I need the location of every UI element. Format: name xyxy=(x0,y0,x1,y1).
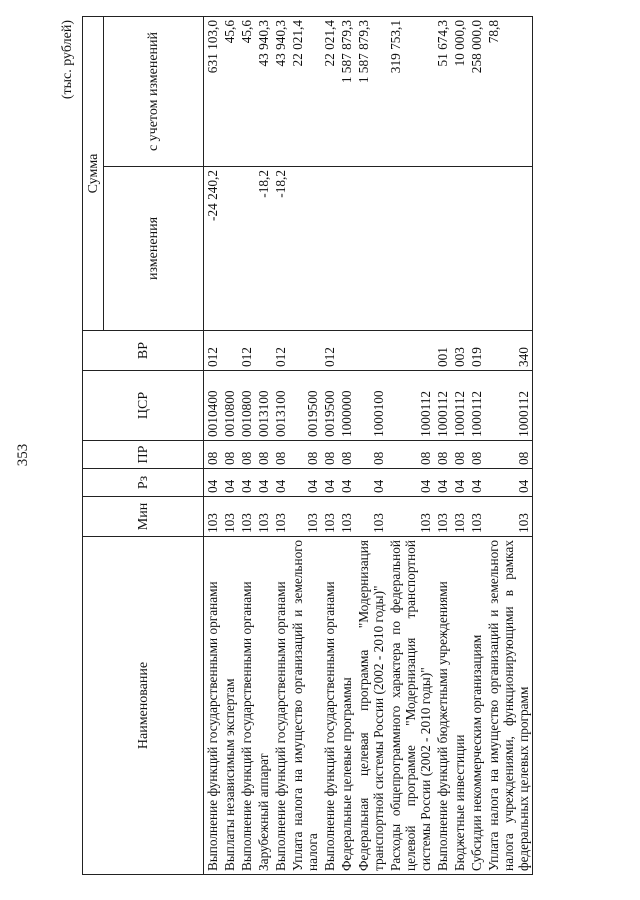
cell-changes xyxy=(387,167,434,331)
cell-vr xyxy=(221,331,238,371)
cell-with-changes: 631 103,0 xyxy=(204,17,222,167)
cell-vr xyxy=(355,331,387,371)
cell-vr xyxy=(289,331,321,371)
cell-pr: 08 xyxy=(434,441,451,469)
cell-with-changes: 78,8 xyxy=(485,17,533,167)
cell-name: Федеральная целевая программа "Модернизация транспортной системы России (2002 - 2010 годы)" xyxy=(355,537,387,875)
cell-name: Уплата налога на имущество организаций и земельного налога xyxy=(289,537,321,875)
cell-rz: 04 xyxy=(272,469,289,497)
cell-csr: 1000112 xyxy=(485,371,533,441)
cell-pr: 08 xyxy=(321,441,338,469)
cell-changes xyxy=(468,167,485,331)
cell-csr: 0010800 xyxy=(221,371,238,441)
cell-pr: 08 xyxy=(238,441,255,469)
table-row xyxy=(434,17,451,875)
cell-csr: 1000100 xyxy=(355,371,387,441)
cell-with-changes: 22 021,4 xyxy=(289,17,321,167)
cell-with-changes: 1 587 879,3 xyxy=(355,17,387,167)
cell-name: Уплата налога на имущество организаций и земельного налога учреждениями, функционирующими в рамках федеральных целевых программ xyxy=(485,537,533,875)
cell-changes: -18,2 xyxy=(255,167,272,331)
cell-pr: 08 xyxy=(387,441,434,469)
cell-min: 103 xyxy=(272,497,289,537)
cell-csr: 1000112 xyxy=(434,371,451,441)
cell-rz: 04 xyxy=(387,469,434,497)
table-row xyxy=(338,17,355,875)
header-pr: ПР xyxy=(83,441,204,469)
cell-name: Федеральные целевые программы xyxy=(338,537,355,875)
cell-with-changes: 51 674,3 xyxy=(434,17,451,167)
table-row xyxy=(255,17,272,875)
cell-changes xyxy=(238,167,255,331)
cell-with-changes: 319 753,1 xyxy=(387,17,434,167)
cell-rz: 04 xyxy=(321,469,338,497)
table-row xyxy=(321,17,338,875)
cell-min: 103 xyxy=(387,497,434,537)
cell-with-changes: 43 940,3 xyxy=(272,17,289,167)
cell-changes xyxy=(355,167,387,331)
cell-changes xyxy=(221,167,238,331)
cell-csr: 0019500 xyxy=(289,371,321,441)
cell-vr xyxy=(255,331,272,371)
header-changes: изменения xyxy=(104,167,204,331)
cell-rz: 04 xyxy=(221,469,238,497)
cell-pr: 08 xyxy=(451,441,468,469)
cell-csr: 0010800 xyxy=(238,371,255,441)
header-name: Наименование xyxy=(83,537,204,875)
cell-with-changes: 45,6 xyxy=(221,17,238,167)
cell-changes xyxy=(434,167,451,331)
cell-name: Субсидии некоммерческим организациям xyxy=(468,537,485,875)
cell-csr: 0019500 xyxy=(321,371,338,441)
header-row-top xyxy=(83,17,104,875)
cell-vr xyxy=(338,331,355,371)
cell-csr: 1000000 xyxy=(338,371,355,441)
cell-min: 103 xyxy=(221,497,238,537)
table-row xyxy=(387,17,434,875)
table-row xyxy=(485,17,533,875)
cell-vr: 012 xyxy=(272,331,289,371)
cell-pr: 08 xyxy=(272,441,289,469)
cell-vr: 019 xyxy=(468,331,485,371)
cell-min: 103 xyxy=(338,497,355,537)
table-row xyxy=(204,17,222,875)
cell-rz: 04 xyxy=(289,469,321,497)
cell-rz: 04 xyxy=(355,469,387,497)
table-row xyxy=(468,17,485,875)
table-row xyxy=(272,17,289,875)
cell-vr: 012 xyxy=(238,331,255,371)
cell-vr: 012 xyxy=(321,331,338,371)
cell-rz: 04 xyxy=(255,469,272,497)
cell-with-changes: 258 000,0 xyxy=(468,17,485,167)
cell-min: 103 xyxy=(204,497,222,537)
cell-changes xyxy=(289,167,321,331)
cell-name: Выполнение функций бюджетными учреждениями xyxy=(434,537,451,875)
table-row xyxy=(355,17,387,875)
cell-rz: 04 xyxy=(434,469,451,497)
cell-changes xyxy=(321,167,338,331)
header-min: Мин xyxy=(83,497,204,537)
header-vr: ВР xyxy=(83,331,204,371)
cell-name: Расходы общепрограммного характера по федеральной целевой программе "Модернизация транспортной системы России (2002 - 2010 годы)" xyxy=(387,537,434,875)
cell-with-changes: 1 587 879,3 xyxy=(338,17,355,167)
units-label: (тыс. рублей) xyxy=(60,20,75,100)
cell-csr: 0013100 xyxy=(255,371,272,441)
cell-pr: 08 xyxy=(485,441,533,469)
cell-vr xyxy=(387,331,434,371)
cell-vr: 012 xyxy=(204,331,222,371)
cell-name: Выполнение функций государственными органами xyxy=(272,537,289,875)
cell-name: Выполнение функций государственными органами xyxy=(204,537,222,875)
cell-with-changes: 10 000,0 xyxy=(451,17,468,167)
cell-min: 103 xyxy=(289,497,321,537)
header-rz: Рз xyxy=(83,469,204,497)
cell-with-changes: 45,6 xyxy=(238,17,255,167)
cell-changes xyxy=(451,167,468,331)
cell-rz: 04 xyxy=(204,469,222,497)
cell-min: 103 xyxy=(321,497,338,537)
cell-pr: 08 xyxy=(255,441,272,469)
header-sum: Сумма xyxy=(83,17,104,331)
cell-pr: 08 xyxy=(355,441,387,469)
cell-min: 103 xyxy=(468,497,485,537)
cell-changes: -18,2 xyxy=(272,167,289,331)
cell-vr: 003 xyxy=(451,331,468,371)
cell-changes xyxy=(338,167,355,331)
table-row xyxy=(221,17,238,875)
table-row xyxy=(451,17,468,875)
cell-changes xyxy=(485,167,533,331)
cell-pr: 08 xyxy=(338,441,355,469)
cell-csr: 0013100 xyxy=(272,371,289,441)
cell-name: Выполнение функций государственными органами xyxy=(321,537,338,875)
cell-pr: 08 xyxy=(289,441,321,469)
cell-name: Бюджетные инвестиции xyxy=(451,537,468,875)
cell-rz: 04 xyxy=(338,469,355,497)
table-row xyxy=(289,17,321,875)
cell-vr: 001 xyxy=(434,331,451,371)
cell-name: Зарубежный аппарат xyxy=(255,537,272,875)
table-body xyxy=(204,17,533,875)
header-csr: ЦСР xyxy=(83,371,204,441)
cell-changes: -24 240,2 xyxy=(204,167,222,331)
cell-csr: 0010400 xyxy=(204,371,222,441)
cell-min: 103 xyxy=(255,497,272,537)
cell-name: Выплаты независимым экспертам xyxy=(221,537,238,875)
page-number: 353 xyxy=(15,443,31,467)
cell-rz: 04 xyxy=(485,469,533,497)
cell-min: 103 xyxy=(451,497,468,537)
cell-pr: 08 xyxy=(468,441,485,469)
cell-csr: 1000112 xyxy=(387,371,434,441)
cell-name: Выполнение функций государственными органами xyxy=(238,537,255,875)
cell-rz: 04 xyxy=(238,469,255,497)
cell-with-changes: 22 021,4 xyxy=(321,17,338,167)
cell-min: 103 xyxy=(485,497,533,537)
table-row xyxy=(238,17,255,875)
cell-csr: 1000112 xyxy=(451,371,468,441)
cell-min: 103 xyxy=(434,497,451,537)
cell-min: 103 xyxy=(355,497,387,537)
cell-rz: 04 xyxy=(468,469,485,497)
cell-pr: 08 xyxy=(204,441,222,469)
budget-table xyxy=(82,16,533,875)
cell-vr: 340 xyxy=(485,331,533,371)
cell-min: 103 xyxy=(238,497,255,537)
header-with-changes: с учетом изменений xyxy=(104,17,204,167)
cell-csr: 1000112 xyxy=(468,371,485,441)
cell-pr: 08 xyxy=(221,441,238,469)
cell-rz: 04 xyxy=(451,469,468,497)
cell-with-changes: 43 940,3 xyxy=(255,17,272,167)
